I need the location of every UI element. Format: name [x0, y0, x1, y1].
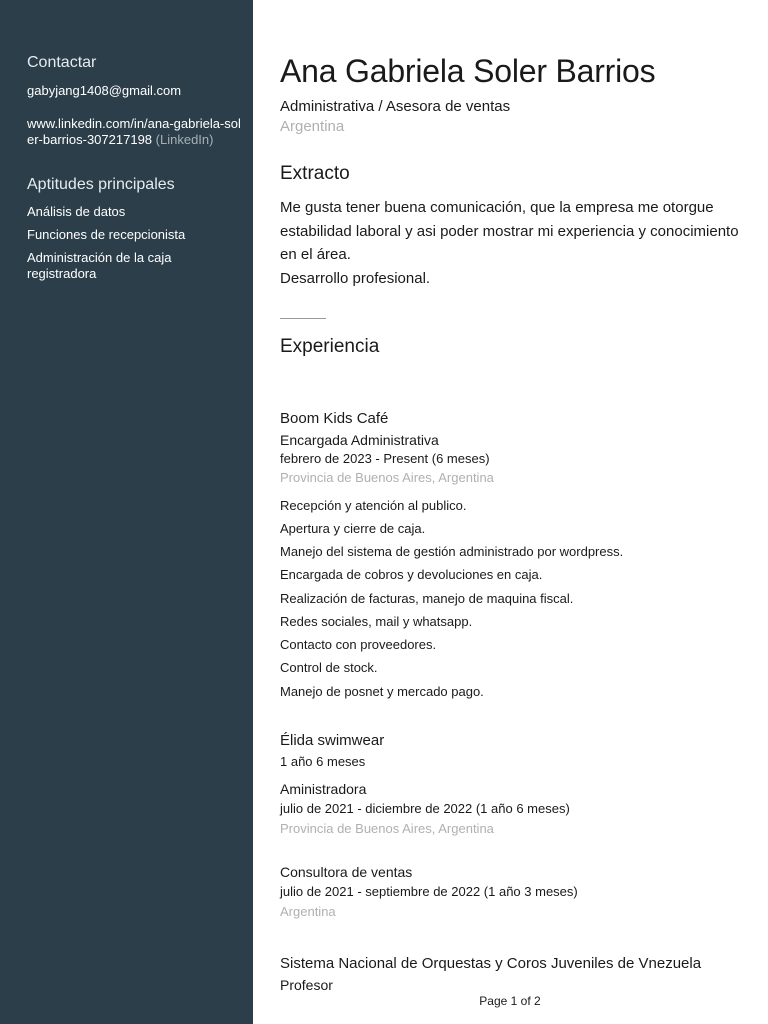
skill-item: Análisis de datos [27, 204, 126, 219]
summary-text [280, 196, 750, 290]
summary-line: Desarrollo profesional. [280, 269, 431, 287]
linkedin-label: (LinkedIn) [155, 132, 214, 147]
sidebar [0, 0, 253, 1024]
job-company: Élida swimwear [280, 732, 385, 749]
job-total-duration: 1 año 6 meses [280, 754, 366, 769]
job-duty: Control de stock. [280, 660, 378, 675]
experience-title: Experiencia [280, 336, 380, 357]
job-location: Provincia de Buenos Aires, Argentina [280, 470, 494, 485]
summary-paragraph: Me gusta tener buena comunicación, que la empresa me otorgue estabilidad laboral y asi poder mostrar mi experiencia y conocimiento en el área. [280, 199, 739, 263]
job-duty: Manejo del sistema de gestión administrado por wordpress. [280, 544, 624, 559]
job-location: Provincia de Buenos Aires, Argentina [280, 821, 494, 836]
skills-heading: Aptitudes principales [27, 176, 175, 193]
job-company: Boom Kids Café [280, 410, 389, 427]
job-duty: Realización de facturas, manejo de maquina fiscal. [280, 591, 574, 606]
job-dates: julio de 2021 - septiembre de 2022 (1 año 3 meses) [280, 884, 578, 899]
job-company: Sistema Nacional de Orquestas y Coros Juveniles de Vnezuela [280, 955, 702, 972]
contact-email[interactable]: gabyjang1408@gmail.com [27, 83, 182, 98]
skill-item: Administración de la caja registradora [27, 250, 172, 281]
job-dates: julio de 2021 - diciembre de 2022 (1 año 6 meses) [280, 801, 570, 816]
job-role: Consultora de ventas [280, 864, 413, 880]
contact-linkedin[interactable] [27, 116, 247, 148]
main-content [280, 0, 750, 1024]
profile-name: Ana Gabriela Soler Barrios [280, 53, 656, 89]
summary-title: Extracto [280, 163, 350, 184]
profile-location: Argentina [280, 118, 345, 135]
job-location: Argentina [280, 904, 336, 919]
job-role: Encargada Administrativa [280, 432, 439, 448]
job-duty: Contacto con proveedores. [280, 637, 437, 652]
linkedin-url[interactable]: www.linkedin.com/in/ana-gabriela-soler-barrios-307217198 [27, 116, 241, 147]
profile-headline: Administrativa / Asesora de ventas [280, 98, 511, 115]
job-dates: febrero de 2023 - Present (6 meses) [280, 451, 490, 466]
job-duty: Recepción y atención al publico. [280, 498, 467, 513]
job-role: Profesor [280, 977, 333, 993]
job-duty: Redes sociales, mail y whatsapp. [280, 614, 473, 629]
job-duty: Encargada de cobros y devoluciones en caja. [280, 567, 543, 582]
job-duty: Manejo de posnet y mercado pago. [280, 684, 484, 699]
job-role: Aministradora [280, 781, 367, 797]
section-divider [280, 318, 326, 319]
job-duty: Apertura y cierre de caja. [280, 521, 426, 536]
page-number: Page 1 of 2 [479, 994, 541, 1008]
skill-item: Funciones de recepcionista [27, 227, 186, 242]
contact-heading: Contactar [27, 54, 97, 71]
